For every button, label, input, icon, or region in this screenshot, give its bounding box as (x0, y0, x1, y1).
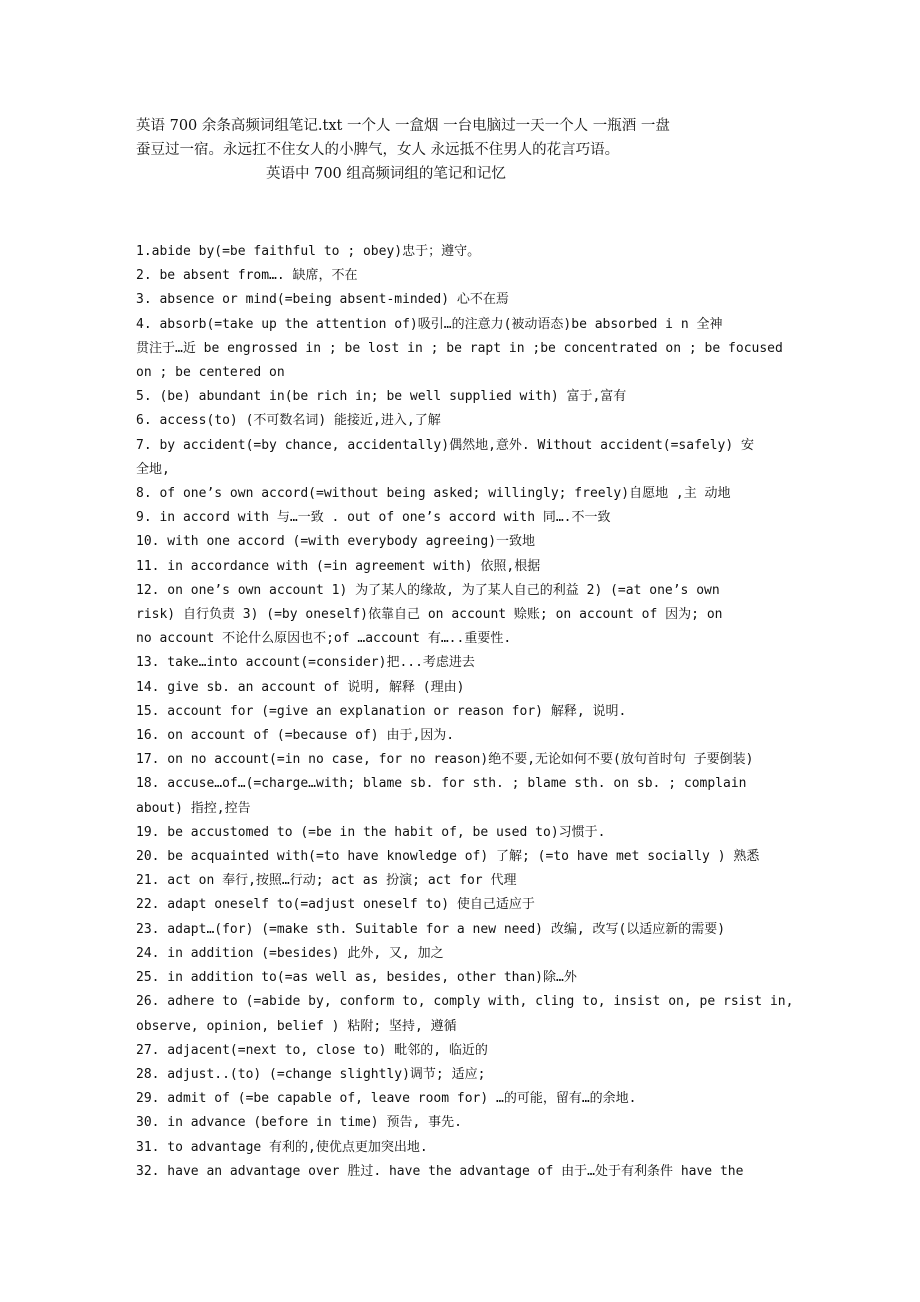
phrase-entry: 20. be acquainted with(=to have knowledge of) 了解; (=to have met socially ) 熟悉 (136, 849, 760, 865)
header-line-1: 英语 700 余条高频词组笔记.txt 一个人 一盒烟 一台电脑过一天一个人 一瓶酒 一盘 (136, 118, 670, 134)
phrase-entry: 31. to advantage 有利的,使优点更加突出地. (136, 1139, 428, 1155)
phrase-entry: 14. give sb. an account of 说明, 解释 (理由) (136, 679, 465, 695)
phrase-entry: 26. adhere to (=abide by, conform to, comply with, cling to, insist on, pe rsist in, observe, opinion, belief ) 粘附; 坚持, 遵循 (136, 994, 794, 1034)
phrase-entry: 8. of one’s own accord(=without being asked; willingly; freely)自愿地 ,主 动地 (136, 486, 731, 502)
phrase-entry: 2. be absent from…. 缺席，不在 (136, 268, 358, 284)
phrase-entry: 7. by accident(=by chance, accidentally)偶然地,意外. Without accident(=safely) 安 全地, (136, 437, 755, 477)
phrase-entry: 16. on account of (=because of) 由于,因为. (136, 728, 455, 744)
phrase-entry: 32. have an advantage over 胜过. have the advantage of 由于…处于有利条件 have the (136, 1163, 744, 1179)
phrase-entry: 1.abide by(=be faithful to ; obey)忠于；遵守。 (136, 244, 481, 259)
phrase-entry: 23. adapt…(for) (=make sth. Suitable for a new need) 改编, 改写(以适应新的需要) (136, 921, 726, 937)
phrase-entry: 15. account for (=give an explanation or reason for) 解释, 说明. (136, 703, 627, 719)
phrase-entry: 10. with one accord (=with everybody agreeing)一致地 (136, 534, 536, 550)
phrase-entry: 4. absorb(=take up the attention of)吸引…的注意力(被动语态)be absorbed i n 全神 贯注于…近 be engrossed in ; be lost in ; be rapt in ;be concentrated on ; be focused on ; be centered on (136, 316, 783, 381)
phrase-list (136, 240, 836, 1184)
document-title: 英语中 700 组高频词组的笔记和记忆 (266, 166, 506, 182)
phrase-entry: 9. in accord with 与…一致 . out of one’s accord with 同….不一致 (136, 510, 611, 526)
phrase-entry: 19. be accustomed to (=be in the habit of, be used to)习惯于. (136, 824, 606, 840)
phrase-entry: 11. in accordance with (=in agreement with) 依照,根据 (136, 558, 541, 574)
phrase-entry: 5. (be) abundant in(be rich in; be well supplied with) 富于,富有 (136, 389, 627, 405)
phrase-entry: 13. take…into account(=consider)把...考虑进去 (136, 655, 475, 671)
phrase-entry: 24. in addition (=besides) 此外, 又, 加之 (136, 945, 444, 961)
phrase-entry: 30. in advance (before in time) 预告, 事先. (136, 1115, 462, 1131)
phrase-entry: 17. on no account(=in no case, for no reason)绝不要,无论如何不要(放句首时句 子要倒装) (136, 752, 754, 768)
phrase-entry: 22. adapt oneself to(=adjust oneself to) 使自己适应于 (136, 897, 535, 913)
phrase-entry: 25. in addition to(=as well as, besides, other than)除…外 (136, 970, 577, 986)
phrase-entry: 6. access(to) (不可数名词) 能接近,进入,了解 (136, 413, 441, 429)
phrase-entry: 27. adjacent(=next to, close to) 毗邻的, 临近的 (136, 1042, 488, 1058)
phrase-entry: 18. accuse…of…(=charge…with; blame sb. for sth. ; blame sth. on sb. ; complain about) 指控,控告 (136, 776, 747, 816)
phrase-entry: 3. absence or mind(=being absent-minded) 心不在焉 (136, 292, 509, 308)
phrase-entry: 21. act on 奉行,按照…行动; act as 扮演; act for 代理 (136, 873, 517, 889)
document-page (136, 114, 836, 1184)
header-line-2: 蚕豆过一宿。永远扛不住女人的小脾气，女人 永远抵不住男人的花言巧语。 (136, 142, 620, 158)
phrase-entry: 12. on one’s own account 1) 为了某人的缘故, 为了某人自己的利益 2) (=at one’s own risk) 自行负责 3) (=by oneself)依靠自己 on account 赊账; on account of 因为; on no account 不论什么原因也不;of …account 有…..重要性. (136, 582, 723, 647)
phrase-entry: 28. adjust..(to) (=change slightly)调节; 适应; (136, 1066, 486, 1082)
phrase-entry: 29. admit of (=be capable of, leave room for) …的可能，留有…的余地. (136, 1091, 637, 1107)
